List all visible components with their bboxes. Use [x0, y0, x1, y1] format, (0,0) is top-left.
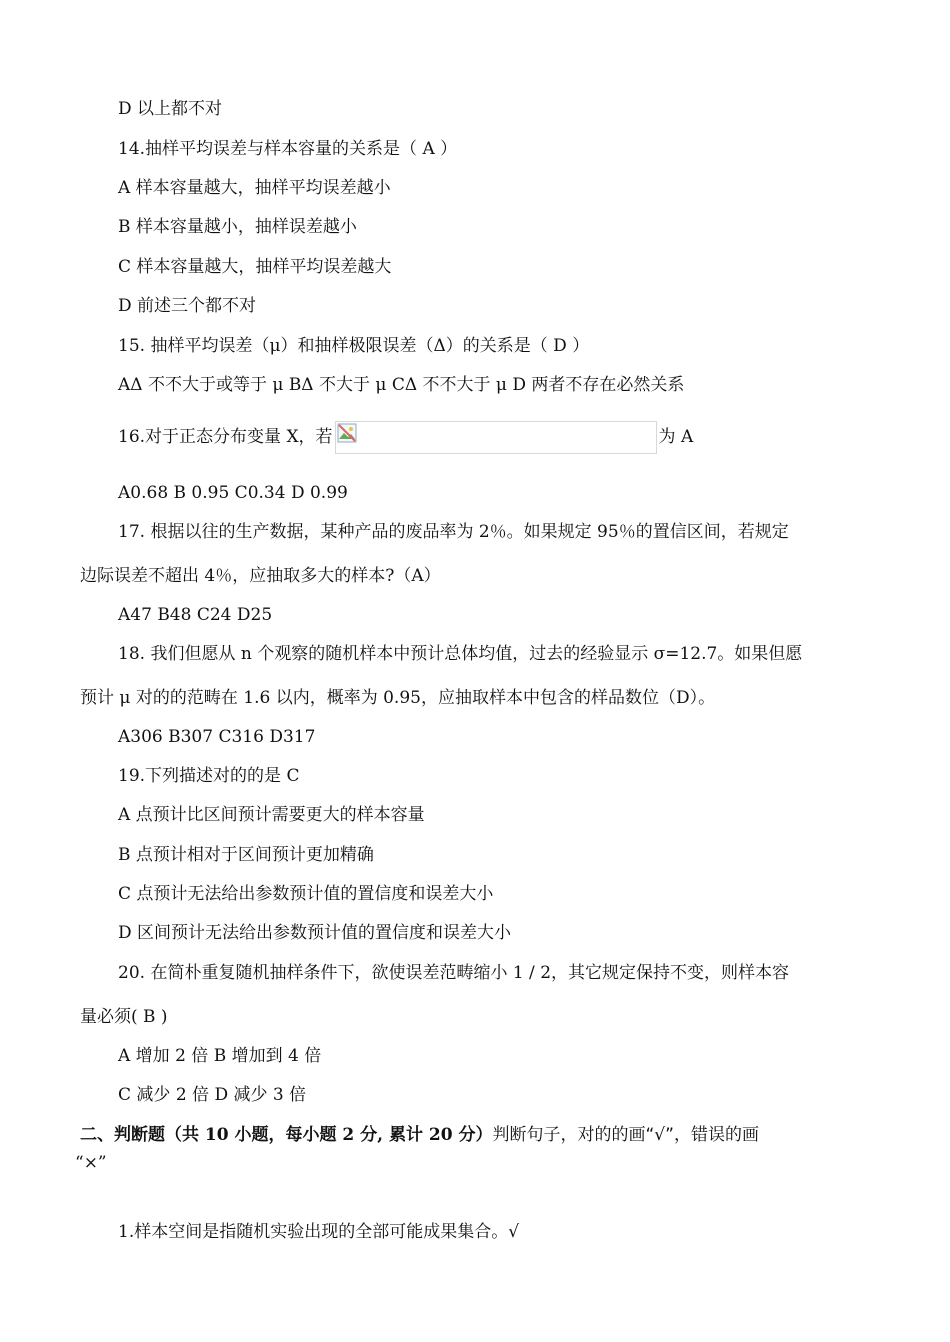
section2-heading — [80, 1124, 759, 1146]
q13-option-d: D 以上都不对 — [118, 99, 223, 119]
q15-stem: 15. 抽样平均误差（μ）和抽样极限误差（Δ）的关系是（ D ） — [118, 336, 590, 356]
q17-options: A47 B48 C24 D25 — [118, 605, 273, 625]
q15-options: AΔ 不不大于或等于 μ BΔ 不大于 μ CΔ 不不大于 μ D 两者不存在必然关系 — [118, 375, 685, 395]
q20-options-line1: A 增加 2 倍 B 增加到 4 倍 — [118, 1046, 322, 1066]
tf1-statement: 1.样本空间是指随机实验出现的全部可能成果集合。√ — [118, 1222, 520, 1242]
section2-heading-instruction: 判断句子，对的的画“√”，错误的画 — [492, 1125, 759, 1145]
q19-option-d: D 区间预计无法给出参数预计值的置信度和误差大小 — [118, 923, 512, 943]
q18-options: A306 B307 C316 D317 — [118, 727, 316, 747]
q14-option-b: B 样本容量越小，抽样误差越小 — [118, 217, 357, 237]
q14-option-a: A 样本容量越大，抽样平均误差越小 — [118, 178, 391, 198]
q16-stem-after: 为 A — [658, 427, 694, 447]
section2-heading-line2: “×” — [75, 1153, 107, 1173]
q20-stem-line1: 20. 在简朴重复随机抽样条件下，欲使误差范畴缩小 1 / 2，其它规定保持不变，则样本容 — [118, 963, 790, 983]
q19-option-c: C 点预计无法给出参数预计值的置信度和误差大小 — [118, 884, 494, 904]
q20-options-line2: C 减少 2 倍 D 减少 3 倍 — [118, 1085, 307, 1105]
q20-stem-line2: 量必须( B ) — [80, 1007, 168, 1027]
q18-stem-line2: 预计 μ 对的的范畴在 1.6 以内，概率为 0.95，应抽取样本中包含的样品数位（D）。 — [80, 688, 716, 708]
section2-heading-bold: 二、判断题（共 10 小题，每小题 2 分, 累计 20 分） — [80, 1125, 493, 1145]
q19-option-a: A 点预计比区间预计需要更大的样本容量 — [118, 805, 425, 825]
q16-stem-before: 16.对于正态分布变量 X，若 — [118, 427, 333, 447]
broken-image-icon — [337, 423, 357, 443]
formula-image — [335, 421, 657, 454]
q16-stem — [118, 420, 693, 454]
q14-option-d: D 前述三个都不对 — [118, 296, 257, 316]
q19-option-b: B 点预计相对于区间预计更加精确 — [118, 845, 374, 865]
q16-options: A0.68 B 0.95 C0.34 D 0.99 — [118, 483, 348, 503]
q17-stem-line1: 17. 根据以往的生产数据，某种产品的废品率为 2％。如果规定 95％的置信区间，若规定 — [118, 522, 789, 542]
q18-stem-line1: 18. 我们但愿从 n 个观察的随机样本中预计总体均值，过去的经验显示 σ=12.7。如果但愿 — [118, 644, 803, 664]
q14-option-c: C 样本容量越大，抽样平均误差越大 — [118, 257, 392, 277]
q17-stem-line2: 边际误差不超出 4％，应抽取多大的样本?（A） — [80, 566, 441, 586]
q19-stem: 19.下列描述对的的是 C — [118, 766, 300, 786]
q14-stem: 14.抽样平均误差与样本容量的关系是（ A ） — [118, 139, 458, 159]
